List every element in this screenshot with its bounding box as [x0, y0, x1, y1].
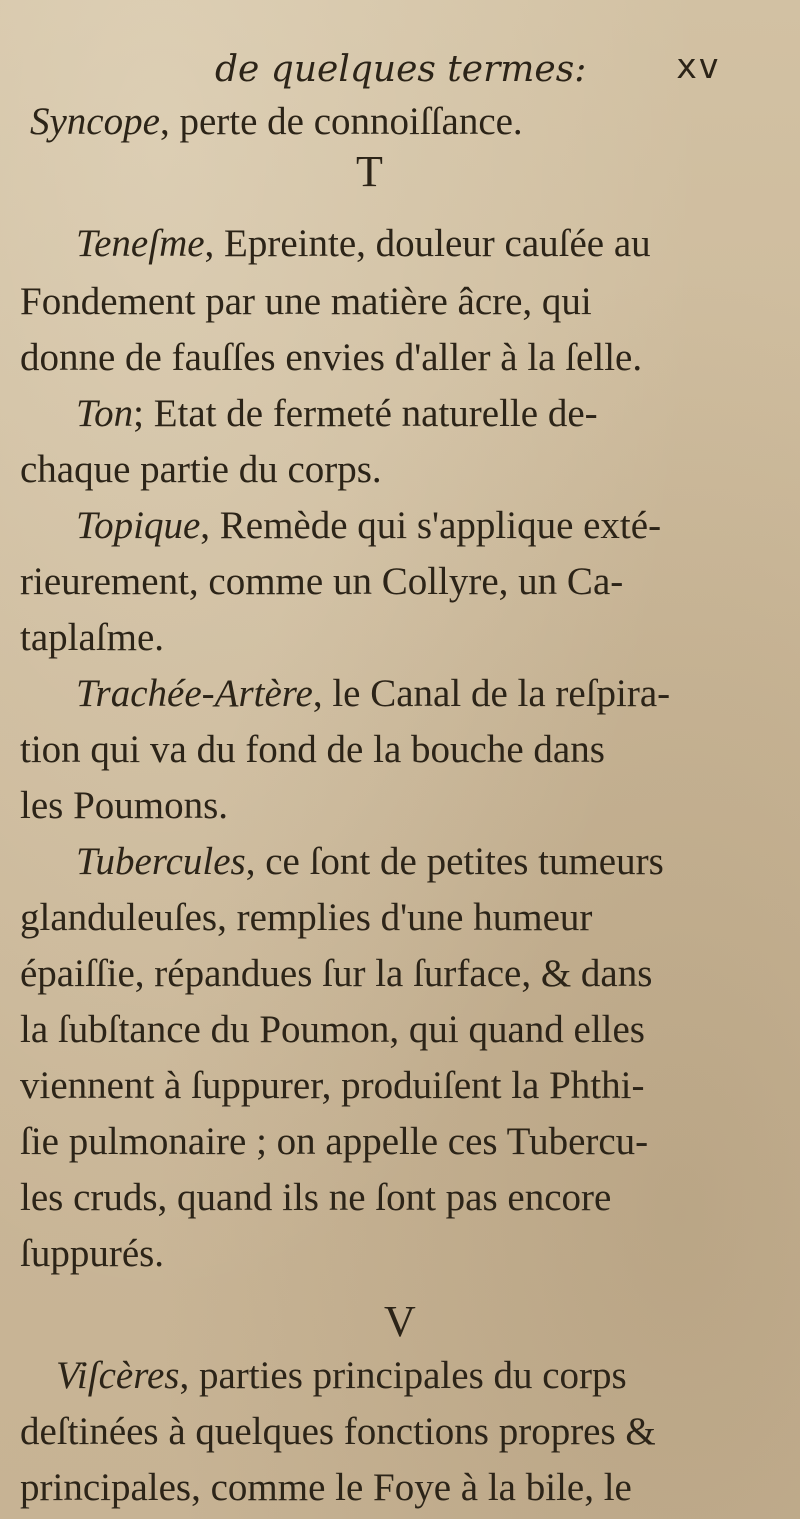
entry-text: ſie pulmonaire ; on appelle ces Tubercu- [20, 1120, 649, 1163]
entry-line [20, 1122, 648, 1161]
entry-text: ſuppurés. [20, 1232, 165, 1275]
entry-line [20, 1468, 632, 1507]
entry-text: épaiſſie, répandues ſur la ſurface, & dans [20, 952, 653, 995]
entry-text: Fondement par une matière âcre, qui [20, 280, 592, 323]
entry-line [20, 1412, 656, 1451]
entry-text: , Remède qui s'applique exté- [200, 504, 662, 547]
entry-line [20, 954, 652, 993]
entry-line [30, 102, 523, 141]
entry-line [20, 1234, 164, 1273]
entry-line [20, 1066, 644, 1105]
entry-line [76, 224, 651, 263]
section-letter-t: T [356, 147, 383, 196]
entry-text: , perte de connoiſſance. [159, 100, 523, 143]
entry-line [56, 1356, 627, 1395]
entry-line [20, 338, 642, 377]
entry-text: deſtinées à quelques fonctions propres & [20, 1410, 656, 1453]
entry-line [76, 674, 670, 713]
entry-text: chaque partie du corps. [20, 448, 382, 491]
entry-line [20, 1010, 645, 1049]
entry-text: donne de fauſſes envies d'aller à la ſelle. [20, 336, 643, 379]
entry-text: principales, comme le Foye à la bile, le [20, 1466, 632, 1509]
entry-text: glanduleuſes, remplies d'une humeur [20, 896, 593, 939]
section-letter-v: V [384, 1297, 416, 1346]
entry-line [76, 394, 598, 433]
signature-mark: xv [676, 47, 721, 87]
entry-line [20, 562, 623, 601]
entry-text: ; Etat de fermeté naturelle de- [133, 392, 598, 435]
entry-text: rieurement, comme un Collyre, un Ca- [20, 560, 624, 603]
entry-line [76, 842, 664, 881]
entry-term: Ton [76, 392, 134, 435]
entry-term: Topique [76, 504, 201, 547]
entry-text: la ſubſtance du Poumon, qui quand elles [20, 1008, 645, 1051]
entry-term: Viſcères [56, 1354, 180, 1397]
entry-line [20, 618, 164, 657]
entry-text: viennent à ſuppurer, produiſent la Phthi- [20, 1064, 645, 1107]
entry-line [76, 506, 661, 545]
entry-text: tion qui va du fond de la bouche dans [20, 728, 605, 771]
entry-line [20, 282, 592, 321]
entry-line [20, 786, 228, 825]
entry-text: , ce ſont de petites tumeurs [245, 840, 664, 883]
entry-line [20, 898, 592, 937]
entry-text: les Poumons. [20, 784, 229, 827]
entry-term: Teneſme [76, 222, 205, 265]
entry-text: , Epreinte, douleur cauſée au [204, 222, 651, 265]
entry-term: Tubercules [76, 840, 246, 883]
entry-text: , le Canal de la reſpira- [312, 672, 671, 715]
entry-line [20, 1178, 611, 1217]
entry-text: , parties principales du corps [179, 1354, 627, 1397]
running-head: de quelques termes: [215, 49, 587, 90]
entry-text: les cruds, quand ils ne ſont pas encore [20, 1176, 612, 1219]
entry-term: Trachée-Artère [76, 672, 313, 715]
entry-text: taplaſme. [20, 616, 165, 659]
entry-line [20, 450, 382, 489]
entry-line [20, 730, 605, 769]
entry-term: Syncope [30, 100, 160, 143]
